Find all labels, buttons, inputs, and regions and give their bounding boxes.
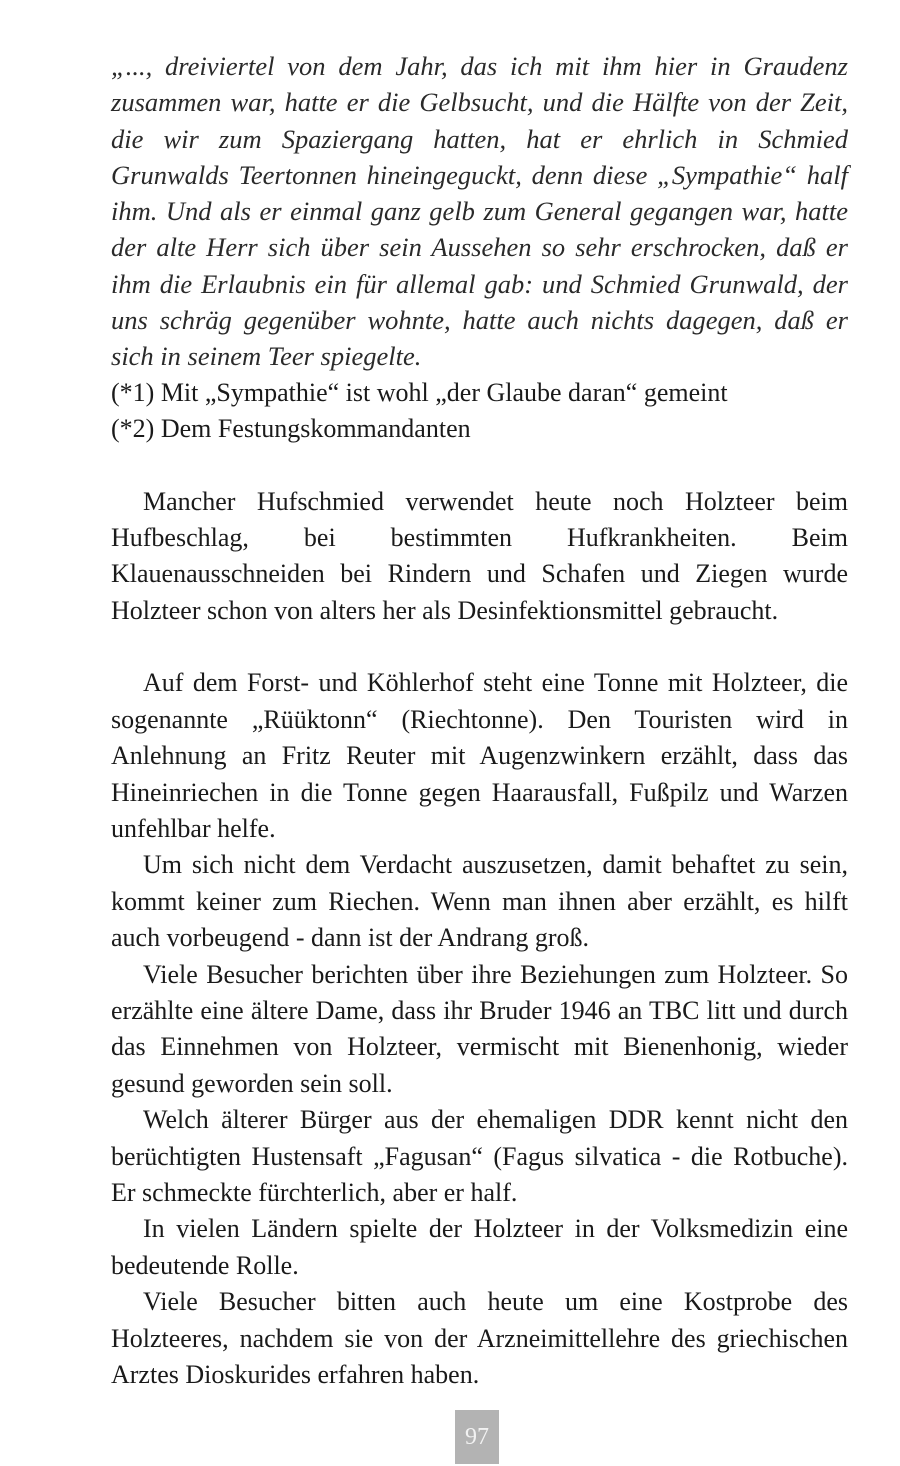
footnotes — [111, 375, 848, 447]
reuter-quote: „..., dreiviertel von dem Jahr, das ich mit ihm hier in Graudenz zusammen war, hatte er die Gelbsucht, und die Hälfte von der Zeit, die wir zum Spaziergang hatten, hat er ehrlich in Schmied Grunwalds Teertonnen hineingeguckt, denn diese „Sympathie“ half ihm. Und als er einmal ganz gelb zum General gegangen war, hatte der alte Herr sich über sein Aussehen so sehr erschrocken, daß er ihm die Erlaubnis ein für allemal gab: und Schmied Grunwald, der uns schräg gegenüber wohnte, hatte auch nichts dagegen, daß er sich in seinem Teer spiegelte. — [111, 51, 848, 372]
paragraph-riechtonne: Auf dem Forst- und Köhlerhof steht eine Tonne mit Holzteer, die sogenannte „Rüüktonn“ (Riechtonne). Den Touristen wird in Anlehnung an Fritz Reuter mit Augenzwinkern erzählt, dass das Hineinriechen in die Tonne gegen Haarausfall, Fußpilz und Warzen unfehlbar helfe. — [111, 668, 848, 843]
page-number: 97 — [455, 1410, 499, 1464]
paragraph-kostprobe: Viele Besucher bitten auch heute um eine Kostprobe des Holzteeres, nachdem sie von der Arzneimittellehre des griechischen Arztes Dioskurides erfahren haben. — [111, 1287, 848, 1390]
page-body — [111, 48, 848, 1393]
paragraph-volksmedizin: In vielen Ländern spielte der Holzteer in der Volksmedizin eine bedeutende Rolle. — [111, 1214, 848, 1280]
paragraph-verdacht: Um sich nicht dem Verdacht auszusetzen, damit behaftet zu sein, kommt keiner zum Riechen. Wenn man ihnen aber erzählt, es hilft auch vorbeugend - dann ist der Andrang groß. — [111, 850, 848, 953]
paragraph-hufschmied: Mancher Hufschmied verwendet heute noch Holzteer beim Hufbeschlag, bei bestimmten Hufkrankheiten. Beim Klauenausschneiden bei Rindern und Schafen und Ziegen wurde Holzteer schon von alters her als Desinfektionsmittel gebraucht. — [111, 486, 848, 625]
footnote-2: (*2) Dem Festungskommandanten — [111, 413, 471, 443]
paragraph-fagusan: Welch älterer Bürger aus der ehemaligen DDR kennt nicht den berüchtigten Hustensaft „Fagusan“ (Fagus silvatica - die Rotbuche). Er schmeckte fürchterlich, aber er half. — [111, 1105, 848, 1207]
paragraph-besucher-berichten: Viele Besucher berichten über ihre Beziehungen zum Holzteer. So erzählte eine ältere Dame, dass ihr Bruder 1946 an TBC litt und durch das Einnehmen von Holzteer, vermischt mit Bienenhonig, wieder gesund geworden sein soll. — [111, 959, 848, 1098]
footnote-1: (*1) Mit „Sympathie“ ist wohl „der Glaube daran“ gemeint — [111, 377, 728, 407]
